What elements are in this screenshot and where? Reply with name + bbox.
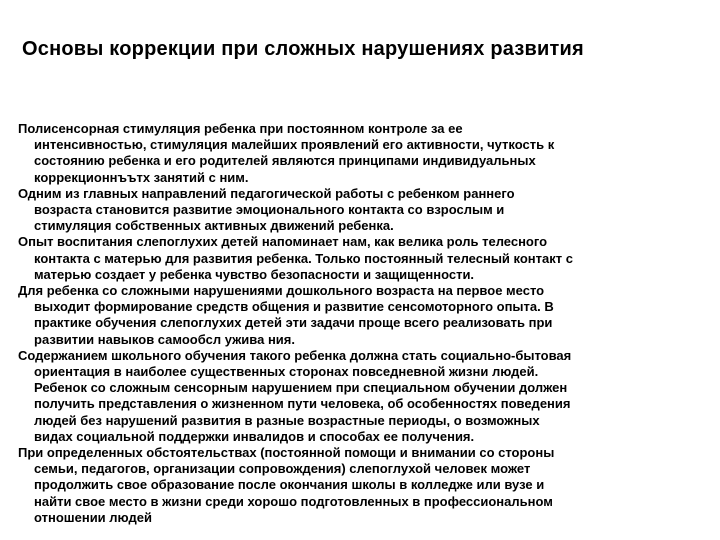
slide-body bbox=[18, 121, 702, 526]
paragraph-school-education: Содержанием школьного обучения такого ребенка должна стать социально-бытовая ориентация в наиболее существенных сторонах повседневной жизни людей. Ребенок со сложным сенсорным нарушением при специальном обучении должен получить представления о жизненном пути человека, об особенностях поведения людей без нарушений развития в разные возрастные периоды, о возможных видах социальной поддержки инвалидов и способах ее получения. bbox=[18, 347, 572, 444]
paragraph-bodily-contact: Опыт воспитания слепоглухих детей напоминает нам, как велика роль телесного контакта с матерью для развития ребенка. Только постоянный телесный контакт с матерью создает у ребенка чувство безопасности и защищенности. bbox=[18, 234, 573, 282]
paragraph-preschool-age: Для ребенка со сложными нарушениями дошкольного возраста на первое место выходит формирование средств общения и развитие сенсомоторного опыта. В практике обучения слепоглухих детей эти задачи проще всего реализовать при развитии навыков самообсл ужива ния. bbox=[18, 283, 554, 347]
paragraph-polysensory-stimulation: Полисенсорная стимуляция ребенка при постоянном контроле за ее интенсивностью, стимуляция малейших проявлений его активности, чуткость к состоянию ребенка и его родителей являются принципами индивидуальных коррекционнъътх занятий с ним. bbox=[18, 121, 555, 185]
paragraph-further-education: При определенных обстоятельствах (постоянной помощи и внимании со стороны семьи, педагогов, организации сопровождения) слепоглухой человек может продолжить свое образование после окончания школы в колледже или вузе и найти свое место в жизни среди хорошо подготовленных в профессиональном отношении людей bbox=[18, 445, 555, 525]
paragraph-emotional-contact: Одним из главных направлений педагогической работы с ребенком раннего возраста становится развитие эмоционального контакта со взрослым и стимуляция собственных активных движений ребенка. bbox=[18, 185, 515, 234]
slide-title: Основы коррекции при сложных нарушениях развития bbox=[22, 38, 584, 60]
